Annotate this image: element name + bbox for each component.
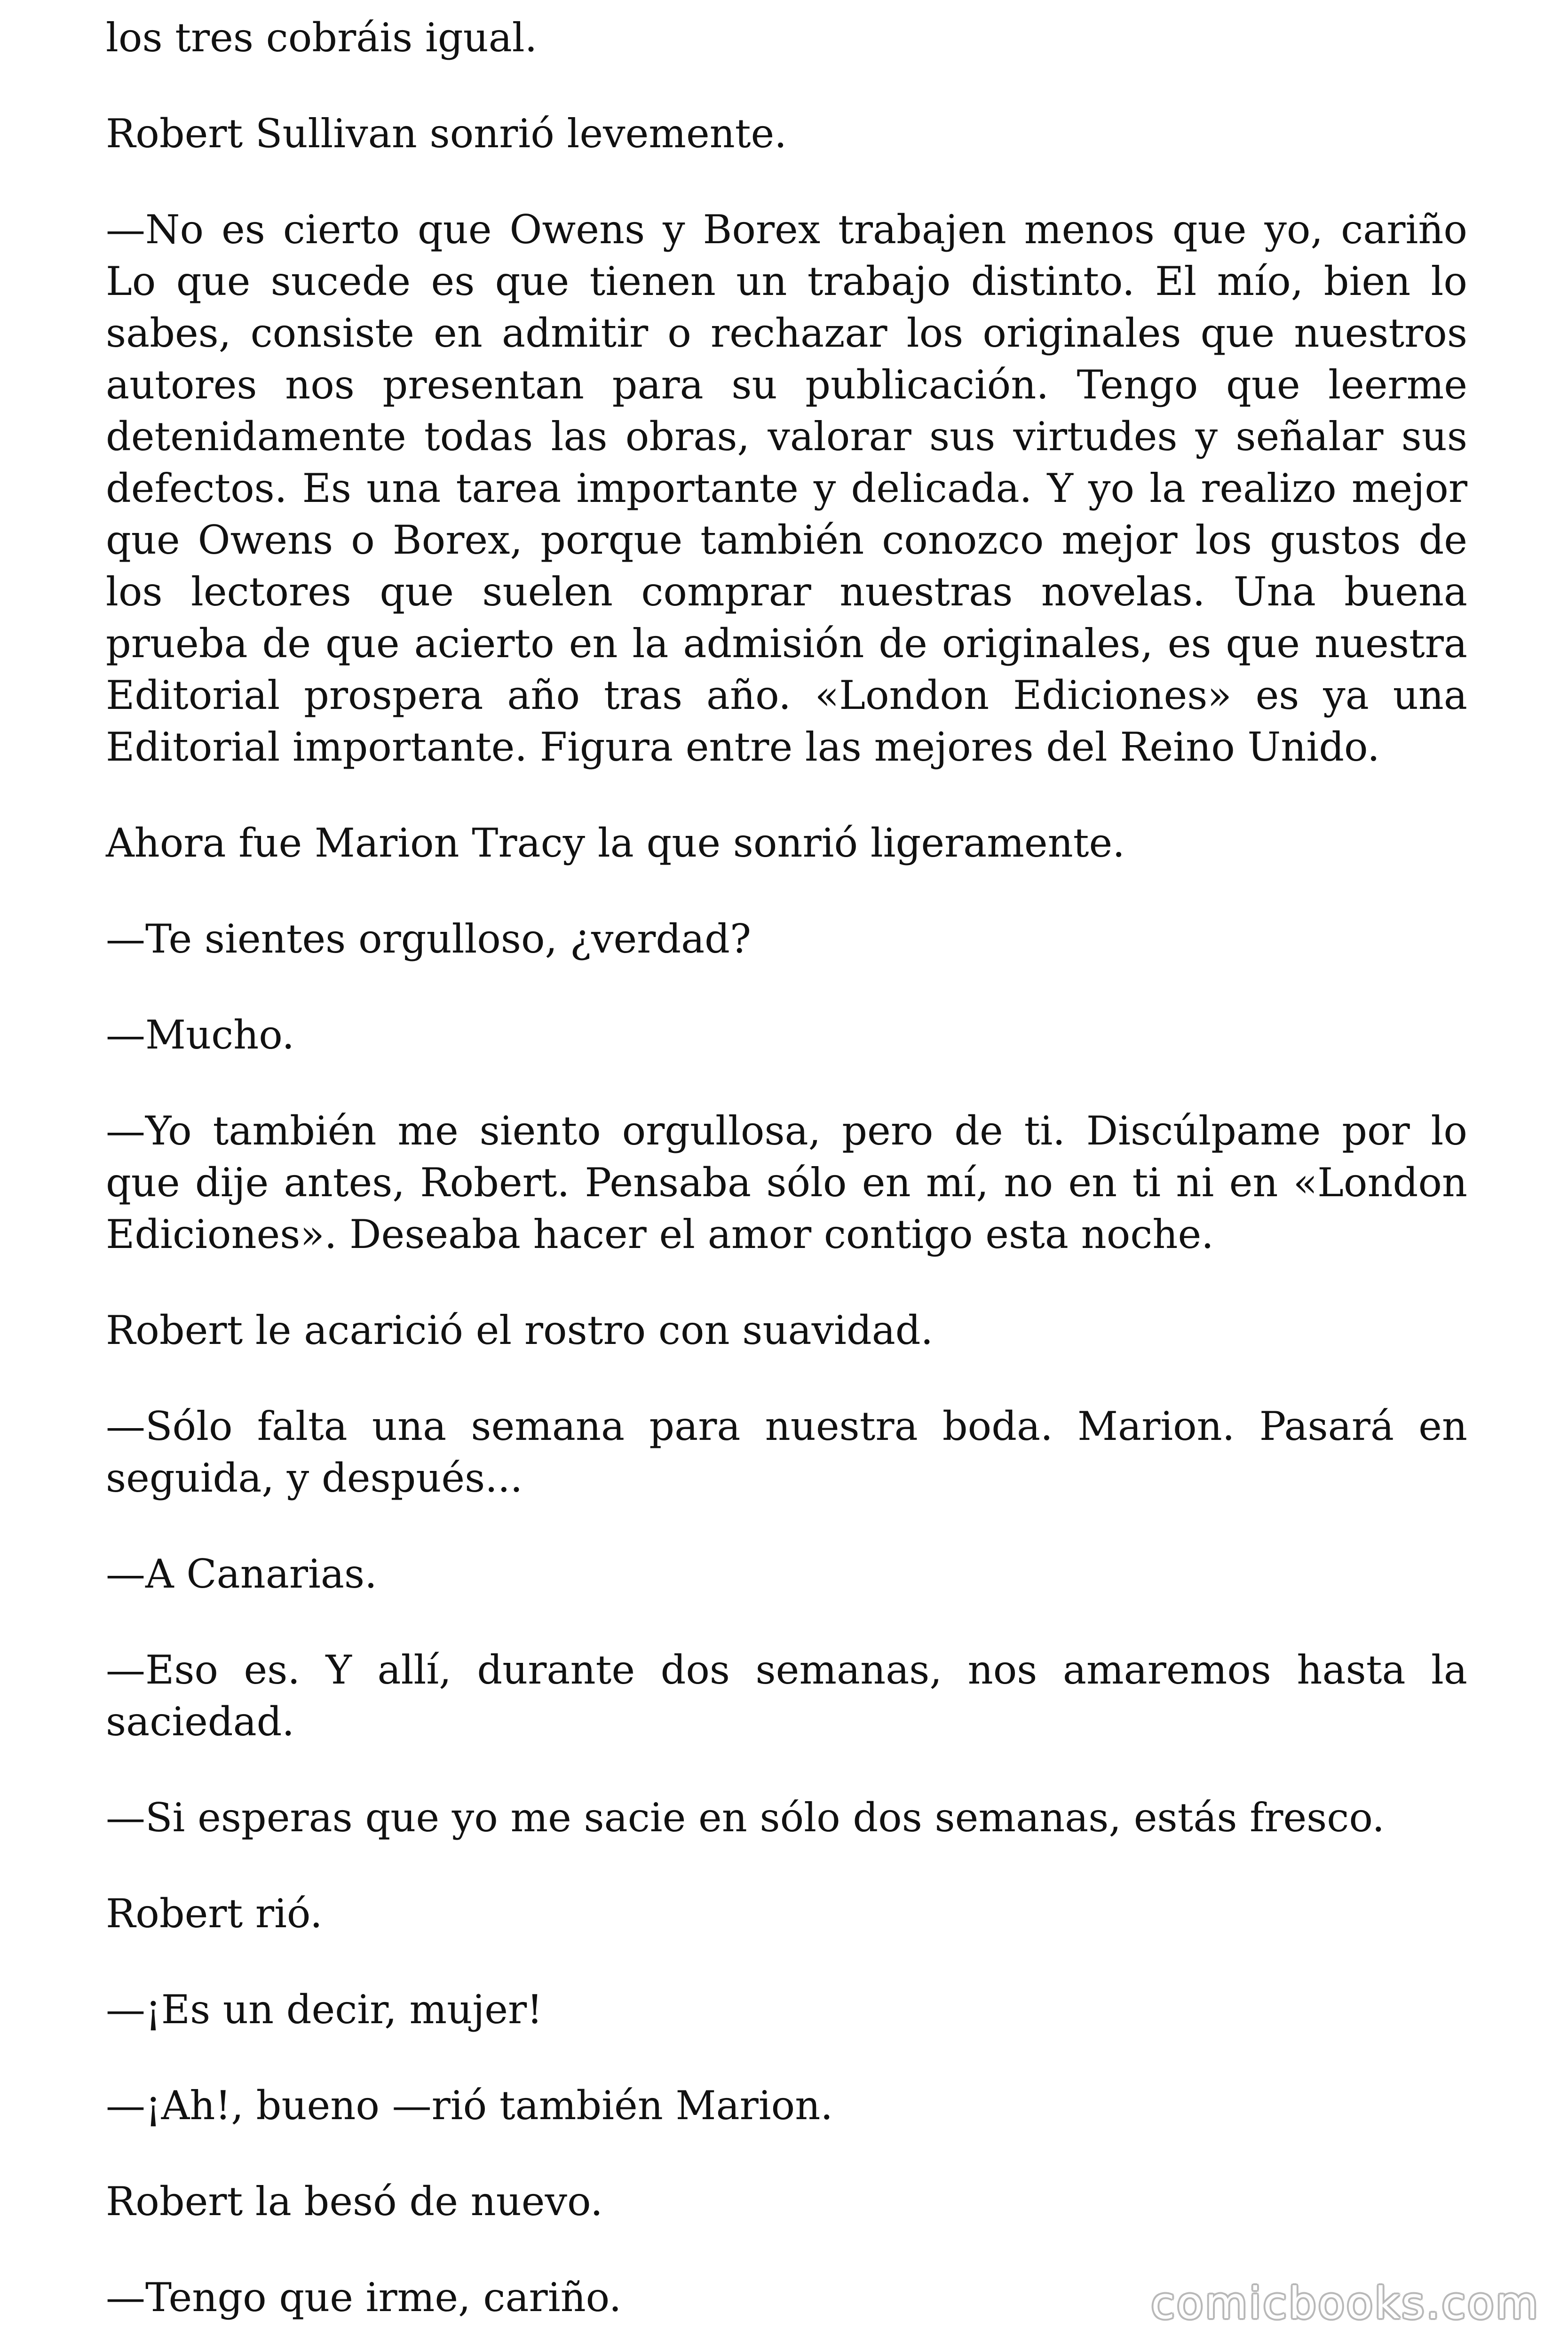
paragraph: Robert rió. (106, 1891, 323, 1937)
paragraph: —No es cierto que Owens y Borex trabajen menos que yo, cariño Lo que sucede es que tienen un trabajo distinto. El mío, bien lo sabes, consiste en admitir o rechazar los originales que nuestros autores nos presentan para su publicación. Tengo que leerme detenidamente todas las obras, valorar sus virtudes y señalar sus defectos. Es una tarea importante y delicada. Y yo la realizo mejor que Owens o Borex, porque también conozco mejor los gustos de los lectores que suelen comprar nuestras novelas. Una buena prueba de que acierto en la admisión de originales, es que nuestra Editorial prospera año tras año. «London Ediciones» es ya una Editorial importante. Figura entre las mejores del Reino Unido. (106, 207, 1467, 770)
paragraph: Ahora fue Marion Tracy la que sonrió ligeramente. (106, 820, 1125, 866)
paragraph: los tres cobráis igual. (106, 15, 538, 61)
text-column (106, 12, 1467, 2323)
paragraph: —A Canarias. (106, 1551, 377, 1597)
site-watermark: comicbooks.com (1151, 2278, 1540, 2328)
paragraph: Robert le acarició el rostro con suavidad. (106, 1307, 934, 1353)
paragraph: —¡Ah!, bueno —rió también Marion. (106, 2082, 833, 2129)
paragraph: —Tengo que irme, cariño. (106, 2274, 622, 2320)
paragraph: Robert la besó de nuevo. (106, 2178, 603, 2225)
paragraph: —Mucho. (106, 1012, 295, 1058)
paragraph: Robert Sullivan sonrió levemente. (106, 111, 787, 157)
paragraph: —Sólo falta una semana para nuestra boda. Marion. Pasará en seguida, y después... (106, 1403, 1467, 1501)
paragraph: —Yo también me siento orgullosa, pero de ti. Discúlpame por lo que dije antes, Robert. Pensaba sólo en mí, no en ti ni en «London Ediciones». Deseaba hacer el amor contigo esta noche. (106, 1108, 1467, 1257)
paragraph: —Te sientes orgulloso, ¿verdad? (106, 916, 751, 962)
paragraph: —Si esperas que yo me sacie en sólo dos semanas, estás fresco. (106, 1795, 1385, 1841)
paragraph: —¡Es un decir, mujer! (106, 1986, 543, 2033)
paragraph: —Eso es. Y allí, durante dos semanas, nos amaremos hasta la saciedad. (106, 1647, 1467, 1745)
